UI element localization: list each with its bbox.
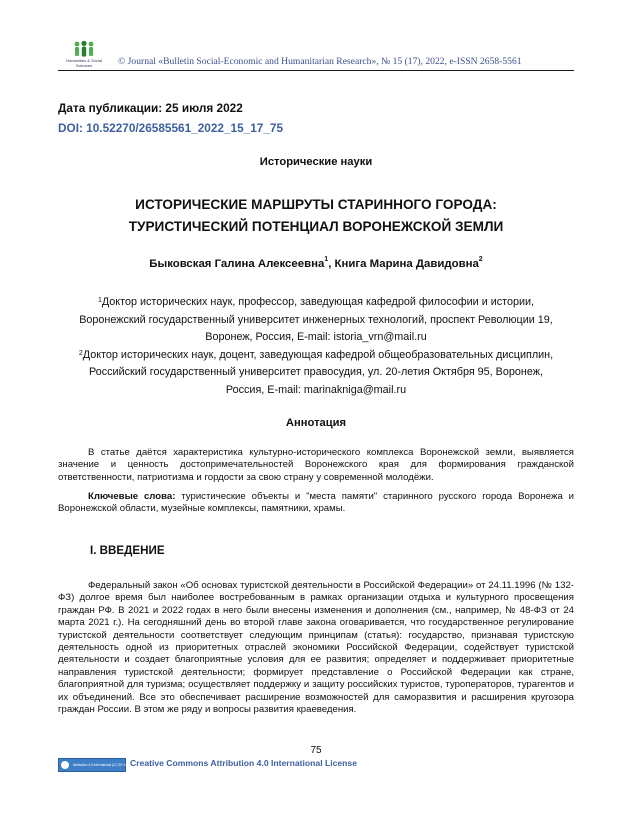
license-link[interactable]: Creative Commons Attribution 4.0 International License bbox=[130, 758, 357, 768]
introduction-heading: I. ВВЕДЕНИЕ bbox=[90, 544, 165, 557]
people-logo-icon bbox=[71, 40, 97, 58]
affiliation-2-line2: Российский государственный университет правосудия, ул. 20-летия Октября 95, Воронеж, bbox=[89, 366, 543, 379]
logo-caption-line1: Humanities & Social bbox=[66, 58, 102, 63]
logo-caption bbox=[60, 58, 108, 68]
header-divider bbox=[58, 70, 574, 71]
page-number: 75 bbox=[310, 745, 322, 756]
affiliation-1 bbox=[58, 294, 574, 347]
title-line-1: ИСТОРИЧЕСКИЕ МАРШРУТЫ СТАРИННОГО ГОРОДА: bbox=[135, 197, 497, 212]
author-separator: , bbox=[328, 258, 335, 270]
title-line-2: ТУРИСТИЧЕСКИЙ ПОТЕНЦИАЛ ВОРОНЕЖСКОЙ ЗЕМЛИ bbox=[128, 219, 504, 234]
affiliation-1-line1: Доктор исторических наук, профессор, заведующая кафедрой философии и истории, bbox=[101, 296, 535, 308]
affiliation-2-line3: Россия, E-mail: marinakniga@mail.ru bbox=[225, 383, 407, 396]
journal-citation: © Journal «Bulletin Social-Economic and Humanitarian Research», № 15 (17), 2022, e-ISSN 2658-5561 bbox=[118, 56, 522, 67]
cc-license-badge[interactable] bbox=[58, 758, 130, 772]
annotation-text: В статье даётся характеристика культурно-исторического комплекса Воронежской земли, выявляется значение и ценность достопримечательностей Воронежского края для формирования гражданской ответственности, патриотизма и гордости за свою страну у современной молодёжи. bbox=[58, 447, 574, 483]
author-2: Книга Марина Давидовна bbox=[334, 258, 479, 270]
author-1: Быковская Галина Алексеевна bbox=[149, 258, 325, 270]
journal-logo bbox=[60, 40, 108, 70]
keywords-label: Ключевые слова: bbox=[88, 491, 176, 502]
affiliation-2-sup: 2 bbox=[78, 349, 83, 357]
logo-caption-line2: Sciences bbox=[75, 63, 93, 68]
keywords-text: туристические объекты и "места памяти" старинного русского города Воронежа и Воронежской области, музейные комплексы, памятники, храмы. bbox=[58, 491, 574, 515]
keywords bbox=[58, 491, 574, 516]
affiliation-1-line2: Воронежский государственный университет инженерных технологий, проспект Революции 19, bbox=[79, 313, 553, 326]
affiliation-1-sup: 1 bbox=[97, 297, 102, 304]
article-title bbox=[58, 194, 574, 238]
affiliations bbox=[58, 294, 574, 400]
cc-icon bbox=[61, 761, 69, 769]
affiliation-2-line1: Доктор исторических наук, доцент, заведующая кафедрой общеобразовательных дисциплин, bbox=[82, 348, 554, 361]
introduction-text: Федеральный закон «Об основах туристской деятельности в Российской Федерации» от 24.11.1996 (№ 132-ФЗ) долгое время был наиболее востребованным в рамках организации отдыха и культурного просвещения граждан РФ. В 2021 и 2022 годах в него были внесены изменения и дополнения (см., например, № 48-ФЗ от 24 марта 2021 г.). На сегодняшний день во второй главе закона оговаривается, что государственное регулирование туристской деятельности соответствует следующим принципам (статья): государство, признавая туристскую деятельность одной из приоритетных отраслей экономики Российской Федерации, содействует туристской деятельности и создает благоприятные условия для ее развития; определяет и поддерживает приоритетные направления туристской деятельности; формирует представление о Российской Федерации как стране, благоприятной для туризма; осуществляет поддержку и защиту российских туристов, туроператоров, турагентов и их объединений. Все это обеспечивает расширение возможностей для саморазвития и расширения кругозора граждан России. В этом же ряду и вопросы развития краеведения. bbox=[58, 580, 574, 716]
author-1-sup: 1 bbox=[324, 256, 329, 263]
section-label: Исторические науки bbox=[259, 156, 373, 168]
annotation-heading: Аннотация bbox=[285, 417, 347, 429]
affiliation-1-line3: Воронеж, Россия, E-mail: istoria_vrn@mail.ru bbox=[205, 331, 427, 344]
author-2-sup: 2 bbox=[478, 256, 483, 263]
doi-link[interactable]: DOI: 10.52270/26585561_2022_15_17_75 bbox=[58, 121, 283, 135]
publication-date: Дата публикации: 25 июля 2022 bbox=[58, 101, 243, 115]
cc-badge-text: Attribution 4.0 International (CC BY 4.0) bbox=[73, 763, 130, 767]
authors bbox=[58, 258, 574, 270]
affiliation-2 bbox=[58, 347, 574, 400]
